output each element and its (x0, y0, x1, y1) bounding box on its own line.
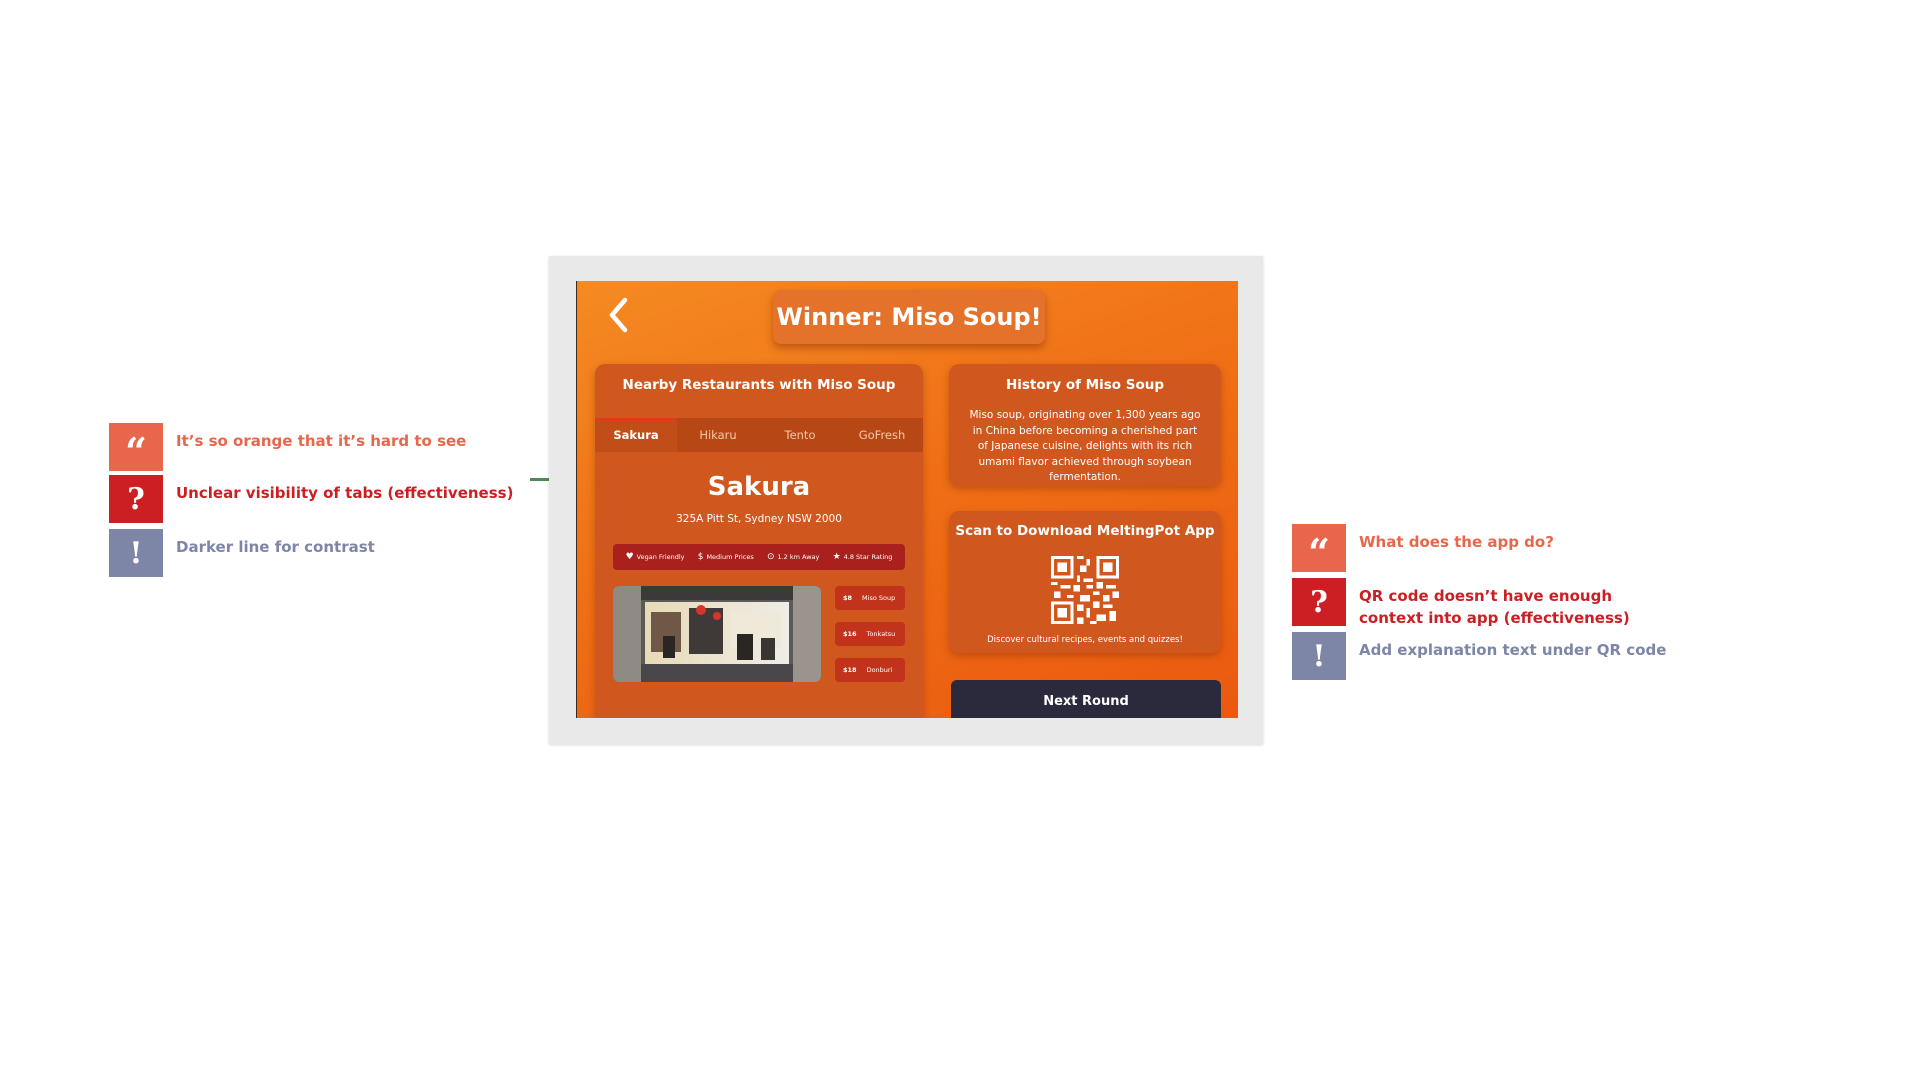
app-screen (576, 281, 1238, 718)
callout-quote-left (109, 423, 467, 474)
callout-text: Unclear visibility of tabs (effectiveness) (176, 484, 514, 502)
tag-label: Vegan Friendly (636, 553, 685, 561)
menu-price: $8 (843, 594, 853, 602)
restaurant-photo (613, 586, 821, 682)
restaurant-tags (613, 544, 905, 570)
restaurant-name: Sakura (707, 472, 811, 502)
callout-bang-left (109, 529, 375, 577)
tag-label: Medium Prices (706, 553, 754, 561)
back-button[interactable] (605, 295, 635, 335)
menu-list (835, 586, 905, 694)
menu-price: $18 (843, 666, 857, 674)
quote-icon: “ (109, 423, 163, 471)
callout-bang-right (1292, 632, 1666, 680)
next-round-button[interactable]: Next Round (951, 680, 1221, 718)
winner-title: Winner: Miso Soup! (773, 290, 1045, 344)
location-pin-icon: ⊙ (766, 552, 775, 562)
menu-name: Tonkatsu (866, 630, 896, 638)
tag-prices (698, 552, 754, 562)
callout-question-right (1292, 578, 1659, 629)
tag-label: 4.8 Star Rating (843, 553, 893, 561)
tab-tento[interactable]: Tento (784, 428, 816, 442)
callout-question-left (109, 475, 513, 523)
menu-price: $16 (843, 630, 857, 638)
qr-caption: Discover cultural recipes, events and quizzes! (987, 635, 1183, 645)
tag-vegan (626, 552, 685, 562)
exclamation-icon: ! (109, 529, 163, 577)
storefront-image (613, 586, 821, 682)
qr-code-icon[interactable] (1051, 556, 1119, 624)
tag-rating (833, 552, 893, 562)
restaurant-tabs (595, 418, 923, 452)
menu-name: Donburi (866, 666, 893, 674)
menu-item[interactable] (835, 586, 905, 610)
callout-text: What does the app do? (1359, 533, 1554, 551)
tab-gofresh[interactable]: GoFresh (858, 428, 906, 442)
tag-label: 1.2 km Away (777, 553, 820, 561)
menu-name: Miso Soup (862, 594, 896, 602)
question-icon: ? (1292, 578, 1346, 626)
question-icon: ? (109, 475, 163, 523)
callout-text: Darker line for contrast (176, 538, 375, 556)
tab-hikaru[interactable]: Hikaru (699, 428, 737, 442)
tag-distance (767, 552, 819, 562)
nearby-restaurants-panel (595, 364, 923, 718)
heart-icon: ♥ (625, 552, 634, 562)
panel-title: Nearby Restaurants with Miso Soup (622, 377, 896, 393)
star-icon: ★ (832, 552, 841, 562)
exclamation-icon: ! (1292, 632, 1346, 680)
panel-title: Scan to Download MeltingPot App (955, 523, 1215, 539)
tab-sakura[interactable]: Sakura (595, 418, 677, 452)
quote-icon: “ (1292, 524, 1346, 572)
dollar-icon: $ (697, 552, 704, 562)
callout-text: It’s so orange that it’s hard to see (176, 432, 467, 450)
chevron-left-icon (605, 295, 635, 335)
callout-text: Add explanation text under QR code (1359, 641, 1667, 659)
callout-text: QR code doesn’t have enough context into app (effectiveness) (1359, 587, 1630, 627)
history-text: Miso soup, originating over 1,300 years ago in China before becoming a cherished part of Japanese cuisine, delights with its rich umami flavor achieved through soybean fermentation. (969, 409, 1201, 483)
menu-item[interactable] (835, 622, 905, 646)
history-panel (949, 364, 1221, 486)
menu-item[interactable] (835, 658, 905, 682)
restaurant-address: 325A Pitt St, Sydney NSW 2000 (676, 513, 842, 525)
panel-title: History of Miso Soup (1005, 377, 1165, 393)
download-app-panel (949, 511, 1221, 653)
callout-quote-right (1292, 524, 1554, 575)
